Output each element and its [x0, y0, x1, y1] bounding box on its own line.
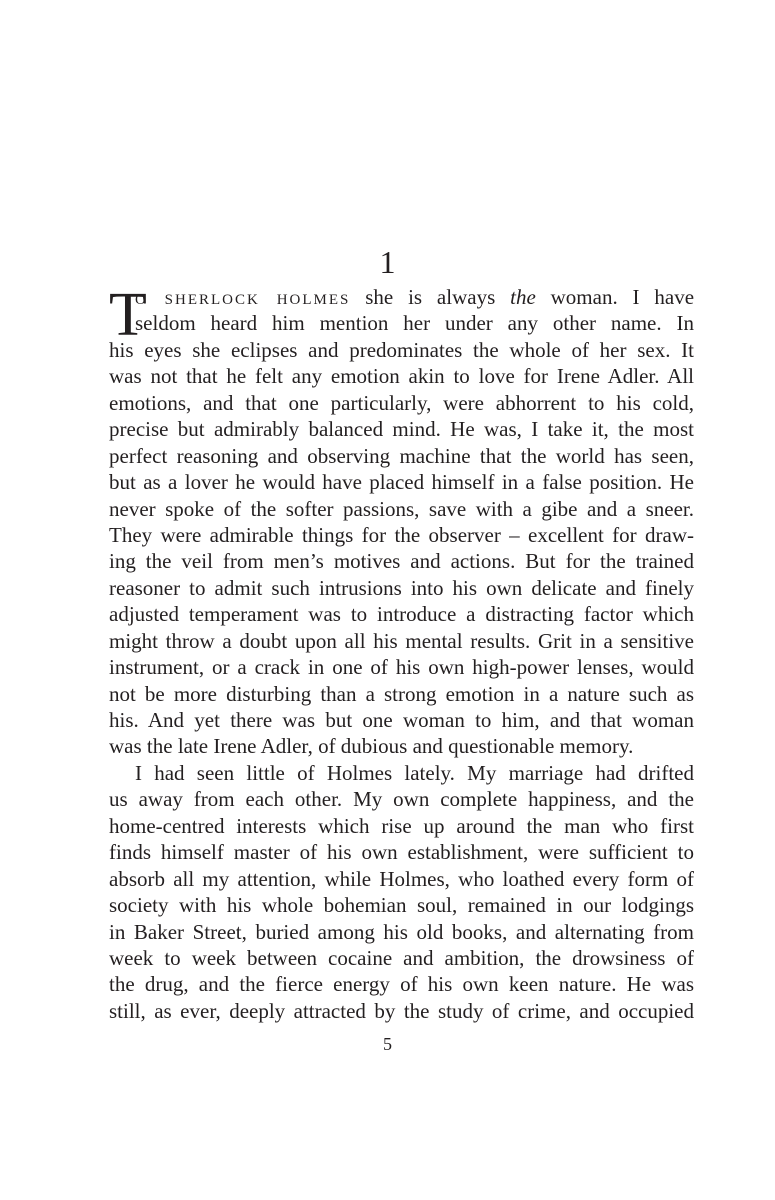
text-line: but as a lover he would have placed himself in a false position. He	[109, 470, 694, 495]
text-line: us away from each other. My own complete happiness, and the	[109, 787, 694, 812]
text-line: week to week between cocaine and ambition, the drowsiness of	[109, 945, 694, 970]
text-line: his eyes she eclipses and predominates the whole of her sex. It	[109, 337, 694, 362]
text-line: seldom heard him mention her under any other name. In	[135, 311, 694, 336]
opening-small-caps: o sherlock holmes	[135, 285, 351, 309]
page-number: 5	[383, 1034, 392, 1054]
text-line: still, as ever, deeply attracted by the study of crime, and occupied	[109, 998, 694, 1023]
text-line	[109, 284, 694, 310]
chapter-number: 1	[379, 244, 396, 280]
text-line: was the late Irene Adler, of dubious and questionable memory.	[109, 734, 634, 759]
text-line: adjusted temperament was to introduce a distracting factor which	[109, 602, 694, 627]
drop-cap: T	[109, 281, 147, 349]
text-line: emotions, and that one particularly, were abhorrent to his cold,	[109, 390, 694, 415]
emphasis: the	[510, 285, 536, 309]
text-line: home-centred interests which rise up around the man who first	[109, 813, 694, 838]
text-line: absorb all my attention, while Holmes, who loathed every form of	[109, 866, 694, 891]
text-line: I had seen little of Holmes lately. My marriage had drifted	[135, 760, 694, 785]
text-line: not be more disturbing than a strong emotion in a nature such as	[109, 681, 694, 706]
body-text	[109, 281, 695, 1024]
text-line: the drug, and the fierce energy of his own keen nature. He was	[109, 972, 694, 997]
text-line: might throw a doubt upon all his mental results. Grit in a sensitive	[109, 628, 694, 653]
text-line: ing the veil from men’s motives and actions. But for the trained	[109, 549, 694, 574]
text-line: precise but admirably balanced mind. He was, I take it, the most	[109, 417, 694, 442]
text-line: was not that he felt any emotion akin to love for Irene Adler. All	[109, 364, 694, 389]
text-line: in Baker Street, buried among his old books, and alternating from	[109, 919, 694, 944]
text-line: They were admirable things for the observer – excellent for draw-	[109, 522, 694, 547]
text-line: instrument, or a crack in one of his own high-power lenses, would	[109, 655, 694, 680]
text-line: finds himself master of his own establishment, were sufficient to	[109, 840, 694, 865]
text-line: never spoke of the softer passions, save with a gibe and a sneer.	[109, 496, 694, 521]
text-line: reasoner to admit such intrusions into his own delicate and finely	[109, 575, 694, 600]
text-span: woman. I have	[550, 285, 695, 309]
text-line: society with his whole bohemian soul, remained in our lodgings	[109, 893, 694, 918]
text-span: she is always	[365, 285, 496, 309]
text-line: perfect reasoning and observing machine that the world has seen,	[109, 443, 694, 468]
text-line: his. And yet there was but one woman to him, and that woman	[109, 708, 694, 732]
